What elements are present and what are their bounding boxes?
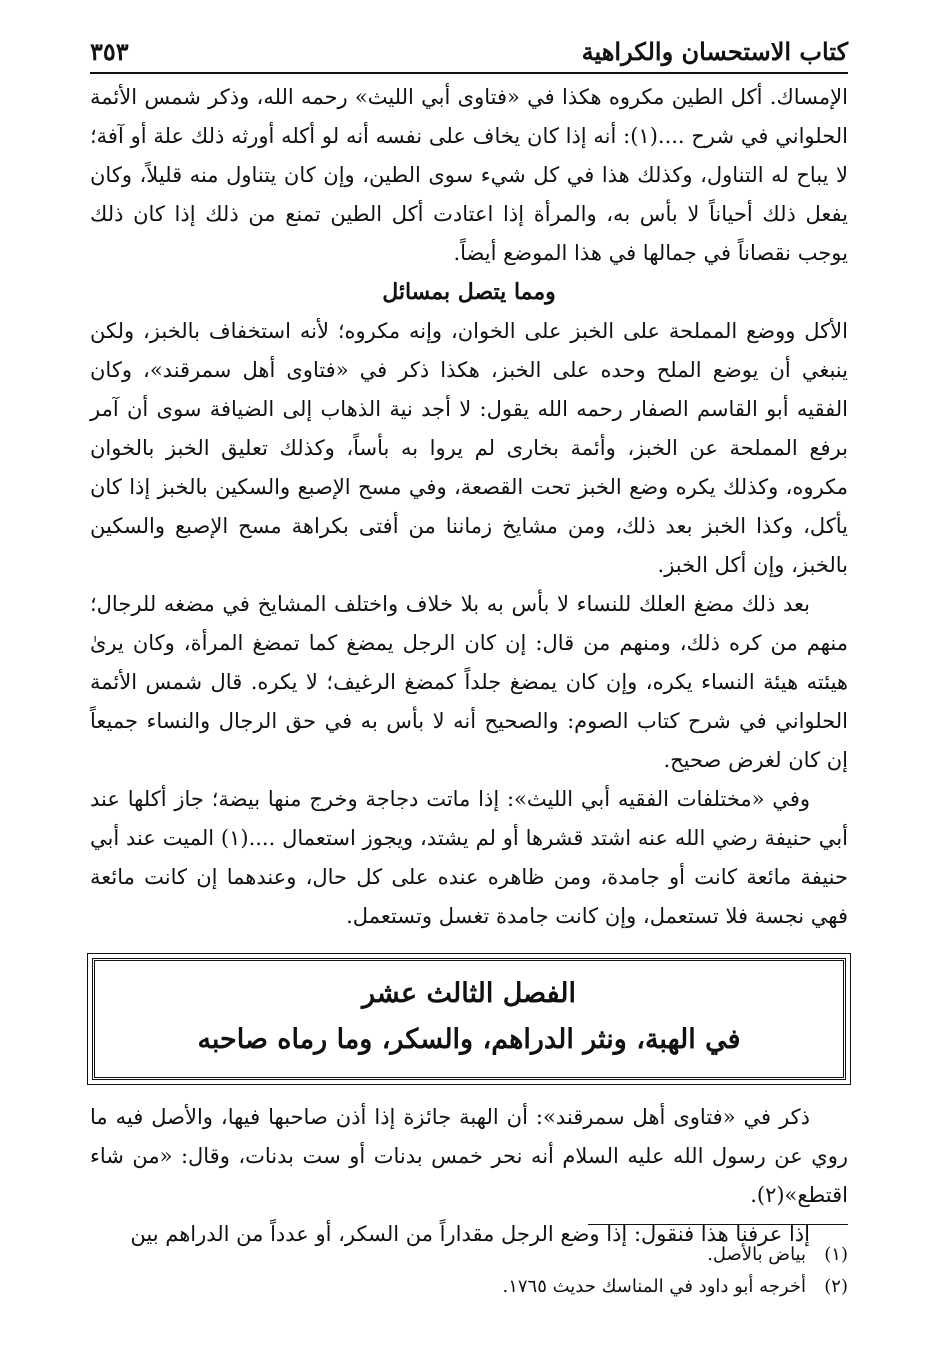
paragraph: الأكل ووضع المملحة على الخبز على الخوان، وإنه مكروه؛ لأنه استخفاف بالخبز، ولكن ينبغي أن يوضع الملح وحده على الخبز، هكذا ذكر في «فتاوى أهل سمرقند»، وكان الفقيه أبو القاسم الصفار رحمه الله يقول: لا أجد نية الذهاب إلى الضيافة سوى أن آمر برفع المملحة عن الخبز، وأئمة بخارى لم يروا به بأساً، وكذلك تعليق الخبز بالخوان مكروه، وكذلك يكره وضع الخبز تحت القصعة، وفي مسح الإصبع والسكين بالخبز إذا كان يأكل، وكذا الخبز بعد ذلك، ومن مشايخ زماننا من أفتى بكراهة مسح الإصبع والسكين بالخبز، وإن أكل الخبز. (90, 319, 848, 577)
section-subheading: ومما يتصل بمسائل (382, 279, 556, 305)
running-header (90, 26, 848, 74)
footnote-number: (٢) (824, 1276, 848, 1297)
page-number: ٣٥٣ (90, 37, 129, 66)
footnotes (88, 1224, 848, 1303)
footnote (88, 1239, 848, 1271)
paragraph: ذكر في «فتاوى أهل سمرقند»: أن الهبة جائزة إذا أذن صاحبها فيها، والأصل فيه ما روي عن رسول الله عليه السلام أنه نحر خمس بدنات أو ست بدنات، وقال: «من شاء اقتطع»(٢). (90, 1105, 848, 1207)
chapter-number: الفصل الثالث عشر (362, 978, 576, 1009)
page-body (90, 78, 848, 1254)
chapter-title: في الهبة، ونثر الدراهم، والسكر، وما رماه صاحبه (197, 1024, 741, 1055)
paragraph: الإمساك. أكل الطين مكروه هكذا في «فتاوى أبي الليث» رحمه الله، وذكر شمس الأئمة الحلواني في شرح ....(١): أنه إذا كان يخاف على نفسه أنه لو أكله أورثه ذلك علة أو آفة؛ لا يباح له التناول، وكذلك هذا في كل شيء سوى الطين، وإن كان يتناول منه قليلاً، وكان يفعل ذلك أحياناً لا بأس به، والمرأة إذا اعتادت أكل الطين تمنع من ذلك إذا كان ذلك يوجب نقصاناً في جمالها في هذا الموضع أيضاً. (90, 85, 848, 265)
footnote-text: أخرجه أبو داود في المناسك حديث ١٧٦٥. (502, 1276, 806, 1297)
chapter-heading-box (92, 958, 846, 1080)
footnote-divider (588, 1224, 848, 1225)
book-title: كتاب الاستحسان والكراهية (581, 37, 848, 66)
footnote-text: بياض بالأصل. (707, 1244, 806, 1265)
footnote-number: (١) (824, 1244, 848, 1265)
paragraph: إذا عرفنا هذا فنقول: إذا وضع الرجل مقداراً من السكر، أو عدداً من الدراهم بين (130, 1222, 810, 1246)
paragraph: بعد ذلك مضغ العلك للنساء لا بأس به بلا خلاف واختلف المشايخ في مضغه للرجال؛ منهم من كره ذلك، ومنهم من قال: إن كان الرجل يمضغ كما تمضغ المرأة، وكان يرىٰ هيئته هيئة النساء يكره، وإن كان يمضغ جلداً كمضغ الرغيف؛ لا يكره. قال شمس الأئمة الحلواني في شرح كتاب الصوم: والصحيح أنه لا بأس به في حق الرجال والنساء جميعاً إن كان لغرض صحيح. (90, 592, 848, 772)
footnote (88, 1271, 848, 1303)
paragraph: وفي «مختلفات الفقيه أبي الليث»: إذا ماتت دجاجة وخرج منها بيضة؛ جاز أكلها عند أبي حنيفة رضي الله عنه اشتد قشرها أو لم يشتد، ويجوز استعمال ....(١) الميت عند أبي حنيفة مائعة كانت أو جامدة، ومن ظاهره عنده على كل حال، وعندهما إن كانت مائعة فهي نجسة فلا تستعمل، وإن كانت جامدة تغسل وتستعمل. (90, 787, 848, 928)
